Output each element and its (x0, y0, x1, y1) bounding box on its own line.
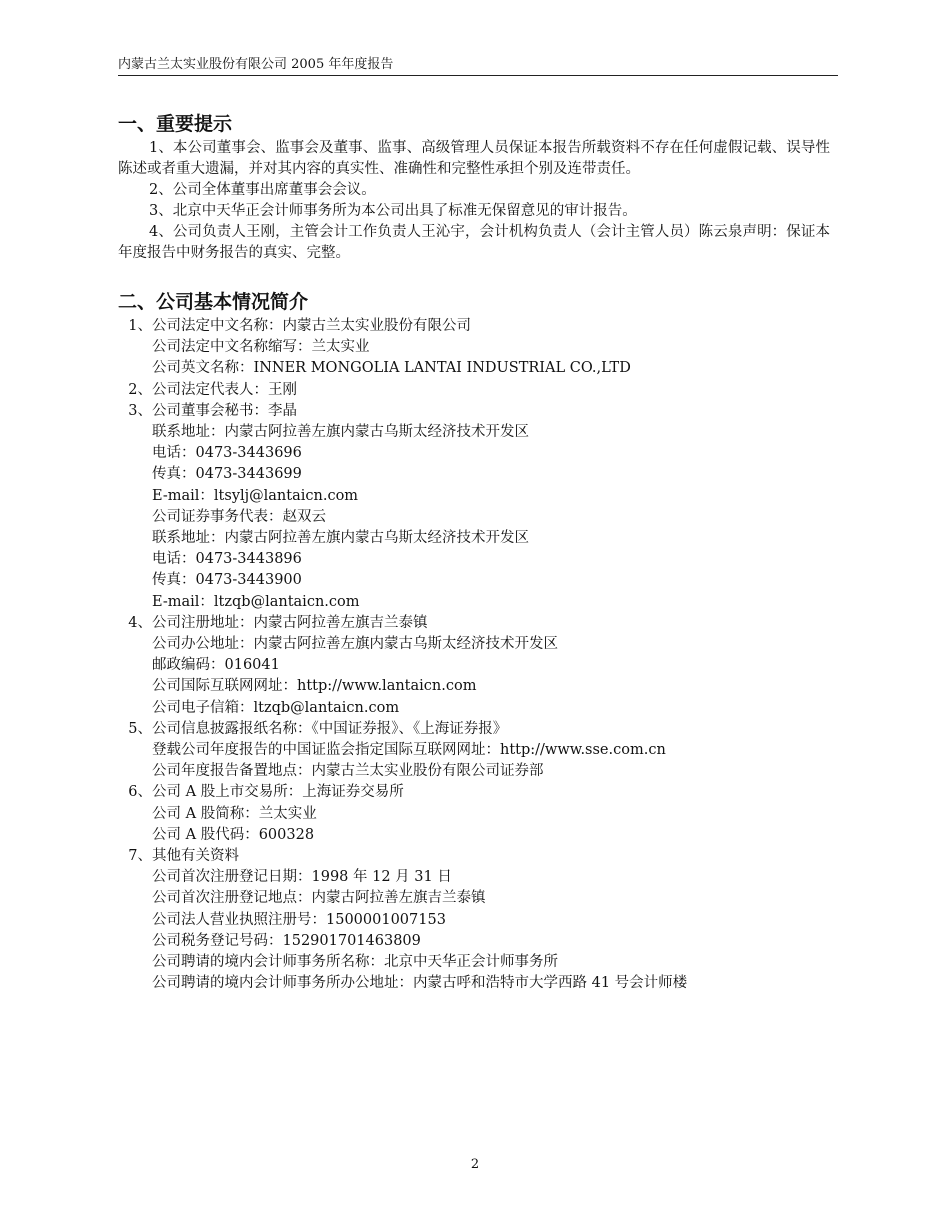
item-number: 2、 (128, 381, 152, 398)
item-text: 公司法定中文名称缩写：兰太实业 (152, 339, 370, 356)
profile-item-line (118, 443, 830, 464)
item-text: 公司电子信箱：ltzqb@lantaicn.com (152, 699, 400, 716)
item-text: 传真：0473-3443699 (152, 466, 302, 483)
profile-item-line (118, 464, 830, 485)
item-text: 公司年度报告备置地点：内蒙古兰太实业股份有限公司证券部 (152, 763, 544, 780)
profile-item-line (118, 486, 830, 507)
notice-paragraph: 2、公司全体董事出席董事会会议。 (149, 182, 376, 198)
item-text: 公司办公地址：内蒙古阿拉善左旗内蒙古乌斯太经济技术开发区 (152, 636, 558, 653)
item-text: 公司英文名称：INNER MONGOLIA LANTAI INDUSTRIAL CO.,LTD (152, 360, 631, 377)
profile-item-line (118, 910, 830, 931)
profile-item-line (118, 782, 830, 803)
item-text: 公司董事会秘书：李晶 (152, 402, 297, 419)
item-number: 4、 (128, 614, 152, 631)
item-text: 邮政编码：016041 (152, 657, 280, 674)
item-number: 5、 (128, 720, 152, 737)
section-heading-important-notice: 一、重要提示 (118, 113, 233, 135)
profile-item-line (118, 507, 830, 528)
profile-item-line (118, 698, 830, 719)
item-text: 电话：0473-3443896 (152, 551, 302, 568)
item-number: 6、 (128, 784, 152, 801)
profile-item-line (118, 761, 830, 782)
item-text: 联系地址：内蒙古阿拉善左旗内蒙古乌斯太经济技术开发区 (152, 530, 529, 547)
item-text: 联系地址：内蒙古阿拉善左旗内蒙古乌斯太经济技术开发区 (152, 424, 529, 441)
item-text: 公司首次注册登记地点：内蒙古阿拉善左旗吉兰泰镇 (152, 890, 486, 907)
item-text: 公司国际互联网网址：http://www.lantaicn.com (152, 678, 477, 695)
item-text: 公司注册地址：内蒙古阿拉善左旗吉兰泰镇 (152, 614, 428, 631)
profile-item-line (118, 655, 830, 676)
notice-paragraph: 4、公司负责人王刚，主管会计工作负责人王沁宇，会计机构负责人（会计主管人员）陈云泉声明：保证本年度报告中财务报告的真实、完整。 (118, 224, 830, 261)
item-text: 公司 A 股上市交易所：上海证券交易所 (152, 784, 404, 801)
profile-item-line (118, 973, 830, 994)
profile-item-line (118, 719, 830, 740)
profile-item-line (118, 825, 830, 846)
item-text: 公司税务登记号码：152901701463809 (152, 932, 421, 949)
profile-item-line (118, 846, 830, 867)
item-text: 电话：0473-3443696 (152, 445, 302, 462)
item-text: 登载公司年度报告的中国证监会指定国际互联网网址：http://www.sse.com.cn (152, 742, 666, 759)
item-text: 公司首次注册登记日期：1998 年 12 月 31 日 (152, 869, 452, 886)
item-text: 公司聘请的境内会计师事务所名称：北京中天华正会计师事务所 (152, 954, 558, 971)
item-number: 7、 (128, 848, 152, 865)
item-number: 3、 (128, 402, 152, 419)
profile-item-line (118, 952, 830, 973)
profile-item-line (118, 634, 830, 655)
profile-item-line (118, 931, 830, 952)
item-text: E-mail：ltsylj@lantaicn.com (152, 487, 359, 504)
profile-item-line (118, 380, 830, 401)
item-text: 公司 A 股代码：600328 (152, 826, 315, 843)
document-body (118, 112, 830, 995)
profile-item-line (118, 888, 830, 909)
profile-item-line (118, 804, 830, 825)
item-text: 公司法定中文名称：内蒙古兰太实业股份有限公司 (152, 318, 471, 334)
profile-item-line (118, 867, 830, 888)
profile-item-line (118, 422, 830, 443)
item-text: 传真：0473-3443900 (152, 572, 302, 589)
item-text: E-mail：ltzqb@lantaicn.com (152, 593, 360, 610)
notice-paragraph: 3、北京中天华正会计师事务所为本公司出具了标准无保留意见的审计报告。 (149, 203, 637, 219)
item-text: 公司 A 股简称：兰太实业 (152, 805, 317, 822)
profile-item-line (118, 337, 830, 358)
page-number: 2 (470, 1157, 480, 1172)
item-text: 其他有关资料 (152, 848, 239, 865)
notice-paragraph: 1、本公司董事会、监事会及董事、监事、高级管理人员保证本报告所载资料不存在任何虚假记载、误导性陈述或者重大遗漏，并对其内容的真实性、准确性和完整性承担个别及连带责任。 (118, 140, 830, 177)
important-notice-paragraphs (118, 138, 830, 264)
item-number: 1、 (128, 318, 152, 334)
report-title: 内蒙古兰太实业股份有限公司 2005 年年度报告 (118, 57, 394, 72)
profile-item-line (118, 613, 830, 634)
profile-item-line (118, 549, 830, 570)
item-text: 公司法定代表人：王刚 (152, 381, 297, 398)
item-text: 公司证券事务代表：赵双云 (152, 508, 326, 525)
profile-item-line (118, 676, 830, 697)
profile-item-line (118, 740, 830, 761)
page-header (118, 56, 838, 76)
company-profile-list (118, 316, 830, 995)
item-text: 公司聘请的境内会计师事务所办公地址：内蒙古呼和浩特市大学西路 41 号会计师楼 (152, 975, 688, 992)
item-text: 公司信息披露报纸名称：《中国证券报》、《上海证券报》 (152, 720, 508, 737)
profile-item-line (118, 358, 830, 379)
section-heading-company-profile: 二、公司基本情况简介 (118, 291, 309, 313)
profile-item-line (118, 316, 830, 337)
profile-item-line (118, 401, 830, 422)
profile-item-line (118, 592, 830, 613)
profile-item-line (118, 528, 830, 549)
profile-item-line (118, 570, 830, 591)
item-text: 公司法人营业执照注册号：1500001007153 (152, 911, 446, 928)
